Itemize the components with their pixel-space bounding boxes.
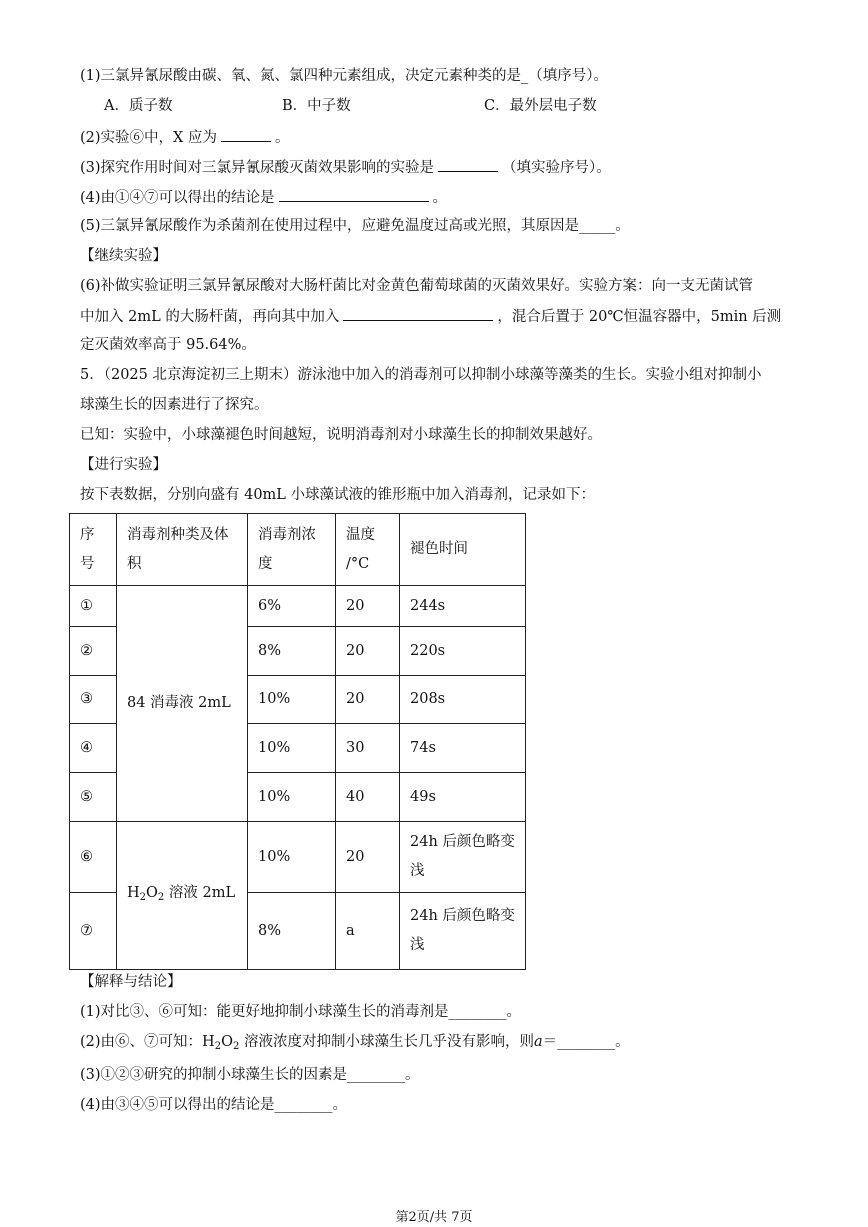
cell-concentration: 8% [248, 893, 336, 970]
header-temperature: 温度 /°C [336, 514, 400, 586]
cell-time: 244s [400, 586, 526, 627]
explain-heading: 【解释与结论】 [80, 974, 182, 990]
experiment-heading: 【进行实验】 [80, 457, 167, 473]
answer-blank [279, 187, 429, 202]
question-1: (1)三氯异氰尿酸由碳、氧、氮、氯四种元素组成，决定元素种类的是_（填序号）。 [80, 68, 609, 84]
option-a: A．质子数 [104, 98, 173, 114]
cell-concentration: 10% [248, 676, 336, 724]
cell-concentration: 10% [248, 822, 336, 893]
continue-heading: 【继续实验】 [80, 248, 167, 264]
header-seq: 序 号 [70, 514, 117, 586]
option-c: C．最外层电子数 [484, 98, 597, 114]
question-6-line1: (6)补做实验证明三氯异氰尿酸对大肠杆菌比对金黄色葡萄球菌的灭菌效果好。实验方案：向一支无菌试管 [80, 278, 754, 294]
header-agent: 消毒剂种类及体 积 [117, 514, 248, 586]
cell-temperature: 20 [336, 627, 400, 676]
cell-agent-84: 84 消毒液 2mL [117, 586, 248, 822]
cell-time: 208s [400, 676, 526, 724]
question-4 [80, 187, 447, 208]
cell-seq: ② [70, 627, 117, 676]
header-concentration: 消毒剂浓 度 [248, 514, 336, 586]
question-6-line3: 定灭菌效率高于 95.64%。 [80, 337, 256, 353]
table-row [70, 822, 526, 893]
cell-time: 24h 后颜色略变 浅 [400, 893, 526, 970]
cell-concentration: 8% [248, 627, 336, 676]
cell-time: 24h 后颜色略变 浅 [400, 822, 526, 893]
cell-seq: ① [70, 586, 117, 627]
cell-agent-h2o2: $H_2O_2$ 溶液 2mL [117, 822, 248, 970]
cell-temperature: 20 [336, 676, 400, 724]
q4-end: 。 [432, 190, 448, 206]
cell-temperature: 30 [336, 724, 400, 773]
cell-concentration: 6% [248, 586, 336, 627]
problem-5-line1: 5．（2025 北京海淀初三上期末）游泳池中加入的消毒剂可以抑制小球藻等藻类的生长。实验小组对抑制小 [80, 367, 762, 383]
q6-text-cont: ，混合后置于 20℃恒温容器中，5min 后测 [497, 309, 782, 325]
cell-seq: ⑥ [70, 822, 117, 893]
page-footer: 第2页/共 7页 [395, 1210, 473, 1225]
problem-5-line2: 球藻生长的因素进行了探究。 [80, 397, 269, 413]
q3-text: (3)探究作用时间对三氯异氰尿酸灭菌效果影响的实验是 [80, 160, 435, 176]
question-2 [80, 127, 289, 148]
cell-temperature: a [336, 893, 400, 970]
answer-blank [438, 157, 498, 172]
cell-seq: ③ [70, 676, 117, 724]
cell-temperature: 40 [336, 773, 400, 822]
table-row [70, 586, 526, 627]
table-header-row [70, 514, 526, 586]
cell-temperature: 20 [336, 586, 400, 627]
q2-text: (2)实验⑥中，X 应为 [80, 130, 217, 146]
cell-concentration: 10% [248, 724, 336, 773]
option-b: B．中子数 [282, 98, 351, 114]
cell-concentration: 10% [248, 773, 336, 822]
cell-seq: ⑦ [70, 893, 117, 970]
explain-4: (4)由③④⑤可以得出的结论是________。 [80, 1097, 348, 1113]
q4-text: (4)由①④⑦可以得出的结论是 [80, 190, 275, 206]
cell-seq: ④ [70, 724, 117, 773]
explain-2: (2)由⑥、⑦可知：$H_2O_2$ 溶液浓度对抑制小球藻生长几乎没有影响，则a＝________。 [80, 1034, 630, 1052]
cell-time: 74s [400, 724, 526, 773]
cell-time: 49s [400, 773, 526, 822]
experiment-table [69, 513, 526, 970]
question-3 [80, 157, 611, 178]
cell-temperature: 20 [336, 822, 400, 893]
explain-3: (3)①②③研究的抑制小球藻生长的因素是________。 [80, 1067, 420, 1083]
header-time: 褪色时间 [400, 514, 526, 586]
known-text: 已知：实验中，小球藻褪色时间越短，说明消毒剂对小球藻生长的抑制效果越好。 [80, 427, 602, 443]
answer-blank [343, 306, 493, 321]
q2-end: 。 [274, 130, 290, 146]
q6-text: 中加入 2mL 的大肠杆菌，再向其中加入 [80, 309, 340, 325]
question-5: (5)三氯异氰尿酸作为杀菌剂在使用过程中，应避免温度过高或光照，其原因是_____。 [80, 218, 630, 234]
explain-1: (1)对比③、⑥可知：能更好地抑制小球藻生长的消毒剂是________。 [80, 1004, 522, 1020]
q3-end: （填实验序号）。 [502, 160, 611, 176]
cell-seq: ⑤ [70, 773, 117, 822]
answer-blank [221, 127, 271, 142]
cell-time: 220s [400, 627, 526, 676]
experiment-intro: 按下表数据，分别向盛有 40mL 小球藻试液的锥形瓶中加入消毒剂，记录如下： [80, 487, 596, 503]
question-6-line2 [80, 306, 781, 327]
